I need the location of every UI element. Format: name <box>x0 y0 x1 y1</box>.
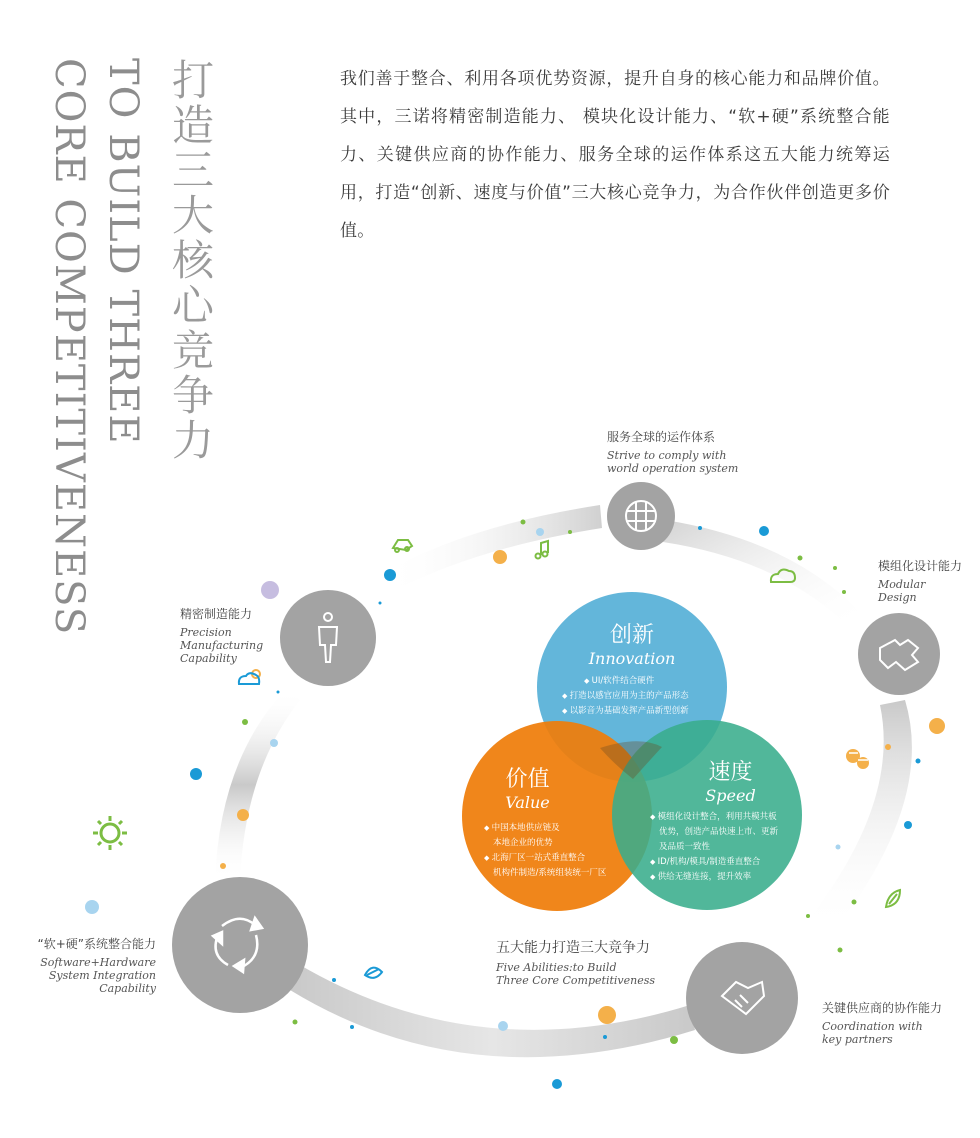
label-partners: 关键供应商的协作能力 Coordination with key partners <box>822 1001 943 1046</box>
ring-arc-top-left <box>385 505 602 592</box>
title-cn: 打造三大核心竞争力 <box>166 58 215 463</box>
car-icon <box>393 540 412 552</box>
intro-paragraph: 我们善于整合、利用各项优势资源，提升自身的核心能力和品牌价值。其中，三诺将精密制造能力、 模块化设计能力、“软+硬”系统整合能力、关键供应商的协作能力、服务全球的运作体系这五大能力统筹运用，打造“创新、速度与价值”三大核心竞争力，为合作伙伴创造更多价值。 <box>340 69 890 241</box>
label-software: “软+硬”系统整合能力 Software+Hardware System Integration Capability <box>37 937 156 995</box>
innovation-title: 创新 <box>609 623 654 648</box>
ring-arc-left <box>215 690 300 880</box>
leaf-icon-green <box>886 890 900 907</box>
ability-circle-modular <box>858 613 940 695</box>
ability-circle-precision <box>280 590 376 686</box>
innovation-bullets: ◆ UI/软件结合硬件 ◆ 打造以感官应用为主的产品形态 ◆ 以影音为基础发挥产品新型创新 <box>562 674 689 719</box>
label-precision: 精密制造能力 Precision Manufacturing Capability <box>180 607 264 665</box>
label-global: 服务全球的运作体系 Strive to comply with world operation system <box>607 430 739 475</box>
title-en-line2: CORE COMPETITIVENESS <box>46 58 92 636</box>
title-en-line1: TO BUILD THREE <box>100 58 146 445</box>
speed-title: 速度 <box>708 760 753 785</box>
bee-icon <box>846 749 869 769</box>
ability-circle-software <box>172 877 308 1013</box>
value-text <box>480 762 575 812</box>
center-caption <box>496 937 655 987</box>
ring-arc-top-right <box>663 520 860 626</box>
music-note-icon <box>536 541 549 559</box>
sun-cloud-icon <box>239 670 260 684</box>
speed-subtitle: Speed <box>705 786 756 805</box>
center-caption-cn: 五大能力打造三大竞争力 <box>496 940 650 956</box>
center-caption-en1: Five Abilities:to Build <box>496 961 617 974</box>
gear-icon <box>93 816 127 850</box>
value-bullets: ◆ 中国本地供应链及 本地企业的优势 ◆ 北海厂区一站式垂直整合 机构件制造/系统组装统一厂区 <box>484 821 606 881</box>
center-caption-en2: Three Core Competitiveness <box>496 974 656 987</box>
label-modular: 模组化设计能力 Modular Design <box>878 559 963 604</box>
innovation-text <box>552 618 712 668</box>
ability-circle-global <box>607 482 675 550</box>
value-subtitle: Value <box>505 793 550 812</box>
speed-text <box>683 755 778 805</box>
innovation-subtitle: Innovation <box>588 649 676 668</box>
speed-bullets: ◆ 模组化设计整合，利用共模共板 优势，创造产品快速上市、更新 及品质一致性 ◆ ID/机构/模具/制造垂直整合 ◆ 供给无缝连接，提升效率 <box>650 810 778 885</box>
leaf-icon-blue <box>365 968 382 978</box>
value-title: 价值 <box>505 767 550 792</box>
